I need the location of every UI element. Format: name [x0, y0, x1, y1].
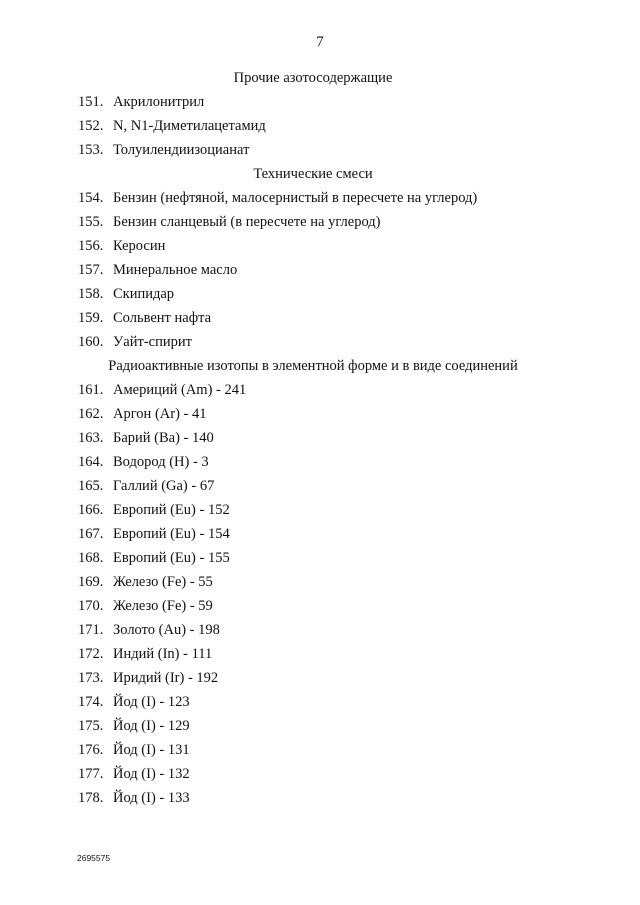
item-number: 168.: [78, 550, 104, 566]
item-number: 161.: [78, 382, 104, 398]
item-number: 178.: [78, 790, 104, 806]
page-number: 7: [316, 34, 324, 50]
list-item: [78, 618, 548, 642]
item-number: 156.: [78, 238, 104, 254]
item-number: 165.: [78, 478, 104, 494]
item-number: 154.: [78, 190, 104, 206]
list-item: [78, 738, 548, 762]
item-text: Йод (I) - 133: [113, 790, 190, 806]
item-number: 172.: [78, 646, 104, 662]
item-text: Галлий (Ga) - 67: [113, 478, 215, 494]
item-text: Индий (In) - 111: [113, 646, 213, 662]
item-text: Железо (Fe) - 55: [113, 574, 213, 590]
list-item: [78, 642, 548, 666]
list-item: [78, 234, 548, 258]
item-text: Керосин: [113, 238, 166, 254]
item-number: 169.: [78, 574, 104, 590]
item-text: Европий (Eu) - 152: [113, 502, 230, 518]
item-text: Скипидар: [113, 286, 175, 302]
list-item: [78, 402, 548, 426]
item-text: Йод (I) - 129: [113, 718, 190, 734]
list-item: [78, 90, 548, 114]
item-number: 159.: [78, 310, 104, 326]
substance-list: [78, 66, 548, 810]
list-item: [78, 546, 548, 570]
item-number: 160.: [78, 334, 104, 350]
list-item: [78, 450, 548, 474]
list-item: [78, 258, 548, 282]
list-item: [78, 666, 548, 690]
item-text: Аргон (Ar) - 41: [113, 406, 207, 422]
item-number: 176.: [78, 742, 104, 758]
item-text: Акрилонитрил: [113, 94, 205, 110]
item-text: Йод (I) - 132: [113, 766, 190, 782]
item-text: Йод (I) - 131: [113, 742, 190, 758]
section-heading: Технические смеси: [253, 166, 373, 182]
list-item: [78, 378, 548, 402]
list-item: [78, 498, 548, 522]
list-item: [78, 690, 548, 714]
item-text: Америций (Am) - 241: [113, 382, 247, 398]
item-number: 153.: [78, 142, 104, 158]
item-number: 162.: [78, 406, 104, 422]
item-text: Минеральное масло: [113, 262, 238, 278]
item-text: Йод (I) - 123: [113, 694, 190, 710]
item-number: 157.: [78, 262, 104, 278]
list-item: [78, 282, 548, 306]
item-text: Барий (Ba) - 140: [113, 430, 214, 446]
item-text: Иридий (Ir) - 192: [113, 670, 219, 686]
document-code: 2695575: [77, 853, 111, 863]
item-number: 173.: [78, 670, 104, 686]
item-number: 158.: [78, 286, 104, 302]
list-item: [78, 138, 548, 162]
item-text: N, N1-Диметилацетамид: [113, 118, 266, 134]
item-text: Уайт-спирит: [113, 334, 192, 350]
list-item: [78, 570, 548, 594]
item-number: 171.: [78, 622, 104, 638]
item-number: 155.: [78, 214, 104, 230]
list-item: [78, 474, 548, 498]
list-item: [78, 714, 548, 738]
item-text: Бензин (нефтяной, малосернистый в пересчете на углерод): [113, 190, 478, 206]
list-item: [78, 786, 548, 810]
item-number: 151.: [78, 94, 104, 110]
item-text: Золото (Au) - 198: [113, 622, 220, 638]
list-item: [78, 306, 548, 330]
item-text: Водород (H) - 3: [113, 454, 209, 470]
list-item: [78, 114, 548, 138]
item-text: Европий (Eu) - 154: [113, 526, 230, 542]
list-item: [78, 186, 548, 210]
item-number: 152.: [78, 118, 104, 134]
list-item: [78, 594, 548, 618]
item-number: 167.: [78, 526, 104, 542]
list-item: [78, 426, 548, 450]
item-text: Толуилендиизоцианат: [113, 142, 250, 158]
list-item: [78, 762, 548, 786]
item-number: 170.: [78, 598, 104, 614]
item-text: Железо (Fe) - 59: [113, 598, 213, 614]
section-heading: Прочие азотосодержащие: [233, 70, 393, 86]
list-item: [78, 210, 548, 234]
item-number: 174.: [78, 694, 104, 710]
item-number: 177.: [78, 766, 104, 782]
item-text: Европий (Eu) - 155: [113, 550, 230, 566]
item-number: 164.: [78, 454, 104, 470]
item-number: 166.: [78, 502, 104, 518]
list-item: [78, 330, 548, 354]
list-item: [78, 522, 548, 546]
section-heading: Радиоактивные изотопы в элементной форме и в виде соединений: [108, 358, 518, 374]
item-number: 163.: [78, 430, 104, 446]
item-text: Сольвент нафта: [113, 310, 212, 326]
item-text: Бензин сланцевый (в пересчете на углерод): [113, 214, 381, 230]
item-number: 175.: [78, 718, 104, 734]
